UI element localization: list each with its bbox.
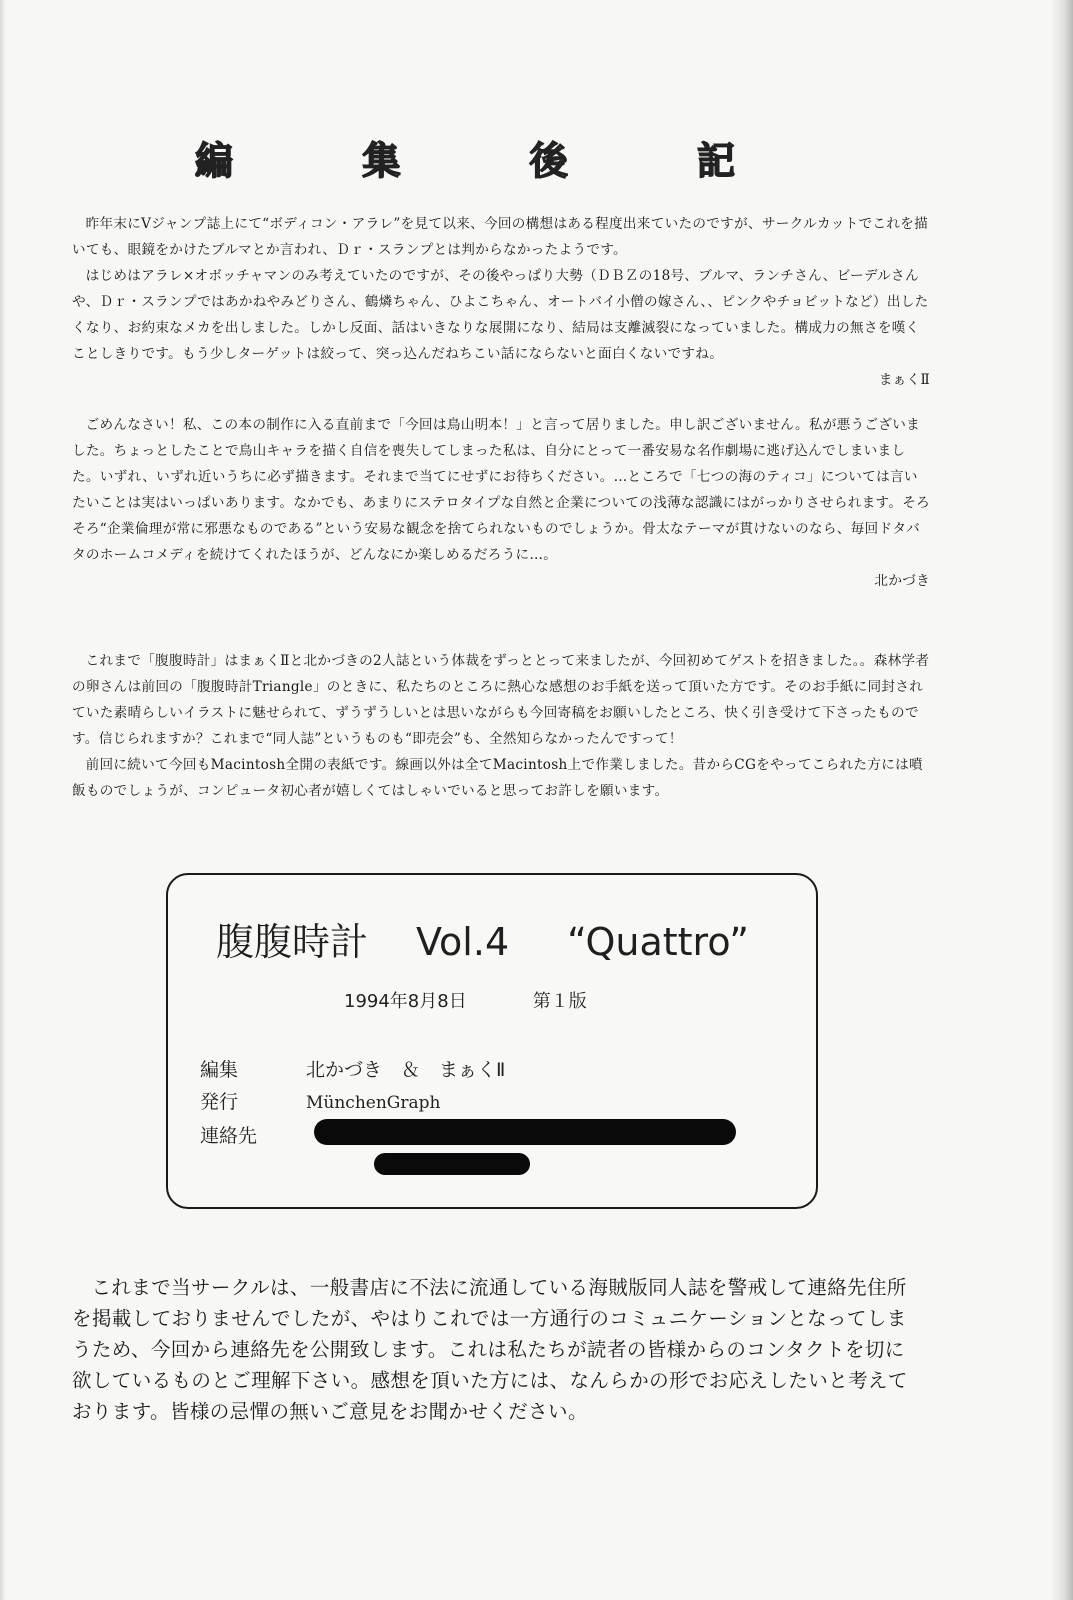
contact-notice-paragraph: これまで当サークルは、一般書店に不法に流通している海賊版同人誌を警戒して連絡先住所を掲載しておりませんでしたが、やはりこれでは一方通行のコミュニケーションとなってしまうため、今回から連絡先を公開致します。これは私たちが読者の皆様からのコンタクトを切に欲しているものとご理解下さい。感想を頂いた方には、なんらかの形でお応えしたいと考えております。皆様の忌憚の無いご意見をお聞かせください。 xyxy=(72,1276,908,1423)
contact-notice xyxy=(72,1272,922,1427)
page-left-edge-shadow xyxy=(0,0,6,1600)
colophon-publisher-row xyxy=(200,1087,440,1114)
colophon-title: 腹腹時計 xyxy=(216,920,369,964)
heading-char-4: 記 xyxy=(696,137,735,183)
afterword-heading xyxy=(195,132,735,182)
colophon-contact-row xyxy=(200,1121,306,1148)
redaction-bar-address xyxy=(314,1119,736,1145)
colophon-subtitle: “Quattro” xyxy=(567,920,749,964)
section1-paragraph-2: はじめはアラレ×オボッチャマンのみ考えていたのですが、その後やっぱり大勢（ＤＢＺの18号、ブルマ、ランチさん、ビーデルさんや、Ｄｒ・スランプではあかねやみどりさん、鶴燐ちゃん、ひよこちゃん、オートバイ小僧の嫁さん、、ピンクやチョビットなど）出したくなり、お約束なメカを出しました。しかし反面、話はいきなりな展開になり、結局は支離滅裂になっていました。構成力の無さを嘆くことしきりです。もう少しターゲットは絞って、突っ込んだねちこい話にならないと面白くないですね。 xyxy=(72,268,929,362)
section3-paragraph-1: これまで「腹腹時計」はまぁくⅡと北かづきの2人誌という体裁をずっととって来ましたが、今回初めてゲストを招きました。。森林学者の卵さんは前回の「腹腹時計Triangle」のときに、私たちのところに熱心な感想のお手紙を送って頂いた方です。そのお手紙に同封されていた素晴らしいイラストに魅せられて、ずうずうしいとは思いながらも今回寄稿をお願いしたところ、快く引き受けて下さったものです。信じられますか？これまで“同人誌”というものも“即売会”も、全然知らなかったんですって！ xyxy=(72,653,930,747)
page-binding-shadow xyxy=(1051,0,1073,1600)
colophon-editor-row xyxy=(200,1055,505,1082)
afterword-section-kita xyxy=(72,412,930,594)
section2-paragraph-1: ごめんなさい！私、この本の制作に入る直前まで「今回は鳥山明本！」と言って居りました。申し訳ございません。私が悪うございました。ちょっとしたことで鳥山キャラを描く自信を喪失してしまった私は、自分にとって一番安易な名作劇場に逃げ込んでしまいました。いずれ、いずれ近いうちに必ず描きます。それまで当てにせずにお待ちください。…ところで「七つの海のティコ」については言いたいことは実はいっぱいあります。なかでも、あまりにステロタイプな自然と企業についての浅薄な認識にはがっかりさせられます。そろそろ“企業倫理が常に邪悪なものである”という安易な観念を捨てられないものでしょうか。骨太なテーマが貫けないのなら、毎回ドタバタのホームコメディを続けてくれたほうが、どんなにか楽しめるだろうに…。 xyxy=(72,417,931,563)
colophon-box xyxy=(166,873,818,1209)
section1-signature: まぁくⅡ xyxy=(878,372,930,388)
colophon-date: 1994年8月8日 xyxy=(344,991,467,1012)
colophon-contact-label: 連絡先 xyxy=(200,1125,258,1147)
section2-signature: 北かづき xyxy=(874,573,930,589)
section3-paragraph-2: 前回に続いて今回もMacintosh全開の表紙です。線画以外は全てMacintosh上で作業しました。昔からCGをやってこられた方には噴飯ものでしょうが、コンピュータ初心者が嬉しくてはしゃいでいると思ってお許しを願います。 xyxy=(72,757,923,799)
colophon-publisher-value: MünchenGraph xyxy=(306,1093,441,1113)
redaction-bar-address-line2 xyxy=(374,1153,530,1175)
heading-char-1: 編 xyxy=(195,137,234,183)
colophon-date-line xyxy=(344,987,587,1013)
colophon-edition: 第１版 xyxy=(532,991,587,1012)
colophon-volume: Vol.4 xyxy=(416,920,510,964)
colophon-publisher-label: 発行 xyxy=(200,1091,239,1113)
afterword-section-makku xyxy=(72,211,930,393)
colophon-editor-value: 北かづき ＆ まぁくⅡ xyxy=(306,1059,506,1081)
colophon-title-line xyxy=(216,911,749,966)
heading-char-2: 集 xyxy=(362,137,401,183)
colophon-editor-label: 編集 xyxy=(200,1059,239,1081)
afterword-section-guest xyxy=(72,648,930,804)
section1-paragraph-1: 昨年末にVジャンプ誌上にて“ボディコン・アラレ”を見て以来、今回の構想はある程度出来ていたのですが、サークルカットでこれを描いても、眼鏡をかけたブルマとか言われ、Ｄｒ・スランプとは判からなかったようです。 xyxy=(72,216,929,258)
heading-char-3: 後 xyxy=(529,137,568,183)
